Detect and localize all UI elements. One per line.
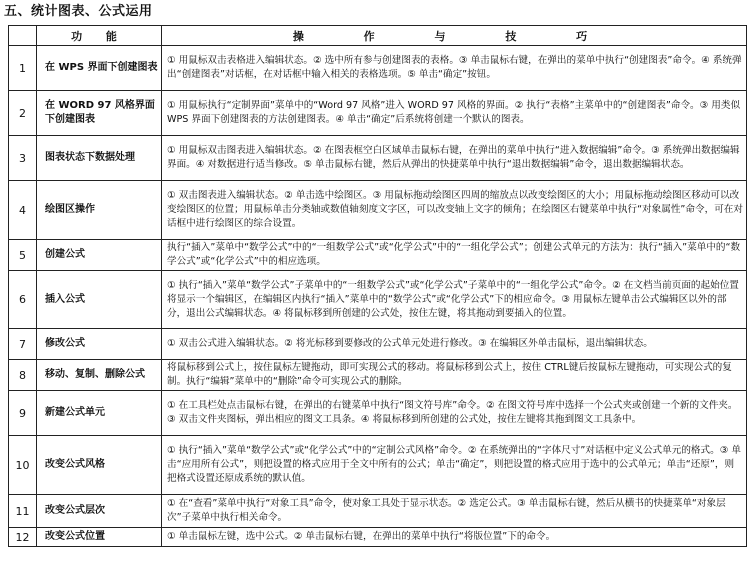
operations-cell: ① 双击公式进入编辑状态。② 将光标移到要修改的公式单元处进行修改。③ 在编辑区外单击鼠标，退出编辑状态。 [162, 329, 747, 360]
row-number: 5 [9, 240, 37, 271]
row-number: 3 [9, 136, 37, 181]
operations-cell: ① 执行“插入”菜单“数学公式”或“化学公式”中的“定制公式风格”命令。② 在系统弹出的“字体尺寸”对话框中定义公式单元的格式。③ 单击“应用所有公式”，则把设置的格式应用于全文中所有的公式；单击“确定”，则把设置的格式应用于选中的公式单元；单击“还原”，则把格式设置还原成系统的默认值。 [162, 436, 747, 495]
operations-cell: ① 在“查看”菜单中执行“对象工具”命令，使对象工具处于显示状态。② 选定公式。③ 单击鼠标右键，然后从横书的快捷菜单“对象层次”子菜单中执行相关命令。 [162, 495, 747, 528]
section-title: 五、统计图表、公式运用 [4, 4, 153, 19]
header-operations: 操 作 与 技 巧 [162, 26, 747, 46]
function-cell: 改变公式层次 [37, 495, 162, 528]
row-number: 6 [9, 271, 37, 329]
table-row [9, 495, 747, 528]
header-function: 功 能 [37, 26, 162, 46]
table-row [9, 329, 747, 360]
row-number: 4 [9, 181, 37, 240]
table-row [9, 360, 747, 391]
function-cell: 创建公式 [37, 240, 162, 271]
row-number: 12 [9, 528, 37, 547]
operations-cell: ① 执行“插入”菜单“数学公式”子菜单中的“一组数学公式”或“化学公式”子菜单中的“一组化学公式”命令。② 在文档当前页面的起始位置将显示一个编辑区，在编辑区内执行“插入”菜单中的“数学公式”或“化学公式”下的相应命令。③ 用鼠标左键单击公式编辑区以外的部分，退出公式编辑状态。④ 将鼠标移到所创建的公式处，按住左键，将其拖动到要插入的位置。 [162, 271, 747, 329]
operations-cell: ① 用鼠标双击表格进入编辑状态。② 选中所有参与创建图表的表格。③ 单击鼠标右键，在弹出的菜单中执行“创建图表”命令。④ 系统弹出“创建图表”对话框，在对话框中输入相关的表格选项。⑤ 单击“确定”按钮。 [162, 46, 747, 91]
row-number: 10 [9, 436, 37, 495]
function-cell: 图表状态下数据处理 [37, 136, 162, 181]
table-row [9, 91, 747, 136]
row-number: 7 [9, 329, 37, 360]
function-cell: 改变公式位置 [37, 528, 162, 547]
row-number: 9 [9, 391, 37, 436]
table-row [9, 271, 747, 329]
row-number: 8 [9, 360, 37, 391]
header-number [9, 26, 37, 46]
table-row [9, 136, 747, 181]
table-row [9, 240, 747, 271]
operations-cell: ① 在工具栏处点击鼠标右键，在弹出的右键菜单中执行“图文符号库”命令。② 在图文符号库中选择一个公式夹或创建一个新的文件夹。③ 双击文件夹图标，弹出相应的图文工具条。④ 将鼠标移到所创建的公式处，按住左键将其拖到图文工具条中。 [162, 391, 747, 436]
function-cell: 改变公式风格 [37, 436, 162, 495]
function-cell: 在 WPS 界面下创建图表 [37, 46, 162, 91]
function-cell: 插入公式 [37, 271, 162, 329]
function-cell: 修改公式 [37, 329, 162, 360]
operations-cell: 将鼠标移到公式上，按住鼠标左键拖动，即可实现公式的移动。将鼠标移到公式上，按住 CTRL键后按鼠标左键拖动，可实现公式的复制。执行“编辑”菜单中的“删除”命令可实现公式的删除。 [162, 360, 747, 391]
table-row [9, 391, 747, 436]
table-header-row [9, 26, 747, 46]
function-cell: 在 WORD 97 风格界面下创建图表 [37, 91, 162, 136]
operations-cell: ① 用鼠标双击图表进入编辑状态。② 在图表框空白区域单击鼠标右键，在弹出的菜单中执行“进入数据编辑”命令。③ 系统弹出数据编辑界面。④ 对数据进行适当修改。⑤ 单击鼠标右键，然后从弹出的快捷菜单中执行“退出数据编辑”命令，退出数据编辑状态。 [162, 136, 747, 181]
row-number: 1 [9, 46, 37, 91]
table-row [9, 181, 747, 240]
function-cell: 移动、复制、删除公式 [37, 360, 162, 391]
table-row [9, 436, 747, 495]
function-cell: 绘图区操作 [37, 181, 162, 240]
operations-cell: 执行“插入”菜单中“数学公式”中的“一组数学公式”或“化学公式”中的“一组化学公式”；创建公式单元的方法为：执行“插入”菜单中的“数学公式”或“化学公式”中的相应选项。 [162, 240, 747, 271]
row-number: 11 [9, 495, 37, 528]
operations-cell: ① 双击图表进入编辑状态。② 单击选中绘图区。③ 用鼠标拖动绘图区四周的缩放点以改变绘图区的大小；用鼠标拖动绘图区移动可以改变绘图区的位置；用鼠标单击分类轴或数值轴刻度文字区，可以改变轴上文字的倾角；在绘图区右键菜单中执行“对象属性”命令，可在对话框中进行绘图区的综合设置。 [162, 181, 747, 240]
operations-cell: ① 用鼠标执行“定制界面”菜单中的“Word 97 风格”进入 WORD 97 风格的界面。② 执行“表格”主菜单中的“创建图表”命令。③ 用类似 WPS 界面下创建图表的方法创建图表。④ 单击“确定”后系统将创建一个默认的图表。 [162, 91, 747, 136]
operations-cell: ① 单击鼠标左键，选中公式。② 单击鼠标右键，在弹出的菜单中执行“将版位置”下的命令。 [162, 528, 747, 547]
table-row [9, 528, 747, 547]
table-row [9, 46, 747, 91]
function-table [8, 25, 747, 547]
function-cell: 新建公式单元 [37, 391, 162, 436]
row-number: 2 [9, 91, 37, 136]
